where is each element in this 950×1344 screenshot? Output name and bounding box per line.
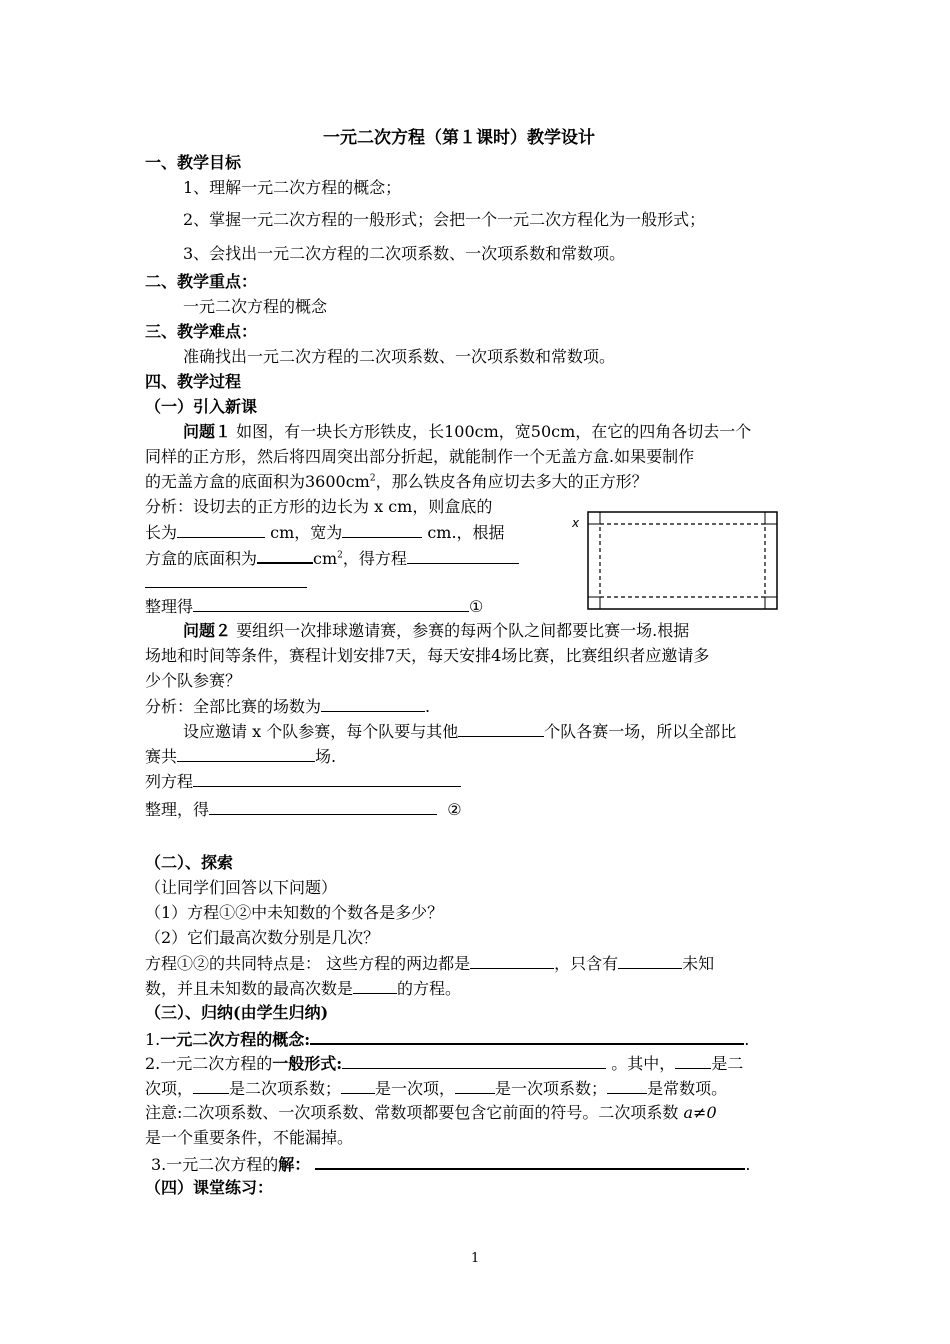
a1-text2b: cm，宽为	[265, 523, 343, 542]
fig-x-label: x	[572, 516, 580, 530]
sheet-outline	[588, 512, 777, 609]
part3-text3d: 是一次项系数；	[495, 1079, 608, 1098]
part2-text4a: 方程①②的共同特点是： 这些方程的两边都是	[145, 954, 471, 973]
sec1-heading: 一、教学目标	[145, 153, 242, 172]
concept-label: 一元二次方程的概念:	[160, 1030, 311, 1049]
part2-line5	[145, 978, 461, 999]
part3-text1a: 1.	[145, 1030, 161, 1049]
page-number: 1	[471, 1251, 480, 1266]
q1-label: 问题１	[183, 422, 232, 441]
part3-line5: 是一个重要条件，不能漏掉。	[145, 1128, 354, 1147]
blank-area[interactable]	[257, 547, 313, 564]
sec1-item2: 2、掌握一元二次方程的一般形式；会把一个一元二次方程化为一般形式；	[183, 210, 706, 229]
a2-line3	[145, 746, 336, 767]
q1-line2: 同样的正方形，然后将四周突出部分折起，就能制作一个无盖方盒.如果要制作	[145, 447, 695, 466]
blank-general-form[interactable]	[342, 1053, 606, 1069]
a2-line5	[145, 799, 462, 820]
sec4-heading: 四、教学过程	[145, 372, 242, 391]
sec1-item1: 1、理解一元二次方程的概念；	[183, 178, 402, 197]
q1-text3a: 的无盖方盒的底面积为3600cm	[145, 472, 370, 491]
part3-text2d: 是二	[711, 1054, 744, 1073]
part2-heading: （二）、探索	[145, 853, 234, 872]
q1-sup: 2	[369, 473, 376, 484]
a2-text1: 分析：全部比赛的场数为	[145, 697, 322, 716]
eq2-marker: ②	[447, 800, 462, 819]
part2-text5b: 的方程。	[397, 979, 462, 998]
a2-text3b: 场.	[315, 747, 337, 766]
sec2-content: 一元二次方程的概念	[183, 297, 328, 316]
a1-line5	[145, 596, 483, 617]
a1-line1: 分析：设切去的正方形的边长为 x cm，则盒底的	[145, 497, 493, 516]
q2-line1	[183, 621, 689, 641]
blank-simplified2[interactable]	[209, 799, 437, 815]
part2-text4c: 未知	[682, 954, 715, 973]
sec1-item3: 3、会找出一元二次方程的二次项系数、一次项系数和常数项。	[183, 244, 626, 263]
part3-line3	[145, 1078, 727, 1099]
q2-line2: 场地和时间等条件，赛程计划安排7天，每天安排4场比赛，比赛组织者应邀请多	[145, 646, 710, 665]
part3-text3a: 次项，	[145, 1079, 194, 1098]
q1-text3b: ，那么铁皮各角应切去多大的正方形？	[375, 472, 648, 491]
a2-text2b: 个队各赛一场，所以全部比	[544, 722, 737, 741]
part3-line2	[145, 1053, 743, 1074]
q2-label: 问题２	[183, 621, 232, 640]
general-form-label: 一般形式:	[272, 1054, 343, 1073]
a2-text5: 整理，得	[145, 800, 210, 819]
a2-text1-end: .	[425, 697, 431, 716]
part2-line3: （2）它们最高次数分别是几次？	[145, 928, 380, 947]
a2-line1	[145, 696, 430, 717]
part1-heading: （一）引入新课	[145, 397, 258, 416]
part3-text6c: ：	[294, 1155, 311, 1174]
part3-heading: （三）、归纳(由学生归纳)	[145, 1003, 329, 1022]
a1-text2a: 长为	[145, 523, 178, 542]
part2-text4b: ，只含有	[554, 954, 619, 973]
blank-equation2[interactable]	[193, 771, 461, 787]
part2-line2: （1）方程①②中未知数的个数各是多少？	[145, 903, 444, 922]
a2-text3a: 赛共	[145, 747, 178, 766]
q2-text1: 要组织一次排球邀请赛，参赛的每两个队之间都要比赛一场.根据	[236, 621, 690, 640]
a2-text4: 列方程	[145, 772, 194, 791]
blank-both-sides[interactable]	[470, 953, 554, 969]
sheet-figure	[570, 505, 782, 615]
blank-width[interactable]	[342, 522, 422, 538]
eq1-marker: ①	[469, 597, 484, 616]
blank-unknown-count[interactable]	[618, 953, 682, 969]
part3-text6a: 3.一元二次方程的	[151, 1155, 279, 1174]
part3-text1-end: .	[744, 1030, 750, 1049]
doc-title: 一元二次方程（第１课时）教学设计	[323, 128, 595, 148]
part2-line1: （让同学们回答以下问题）	[145, 878, 338, 897]
blank-games-count[interactable]	[177, 746, 315, 762]
part4-heading: （四）课堂练习：	[145, 1178, 274, 1197]
blank-simplified1[interactable]	[193, 596, 469, 612]
q1-text1: 如图，有一块长方形铁皮，长100cm，宽50cm，在它的四角各切去一个	[236, 422, 752, 441]
blank-length[interactable]	[177, 522, 265, 538]
sec2-heading: 二、教学重点：	[145, 272, 258, 291]
blank-concept[interactable]	[310, 1028, 744, 1045]
a2-line4	[145, 771, 461, 792]
sec3-heading: 三、教学难点：	[145, 322, 258, 341]
sec3-content: 准确找出一元二次方程的二次项系数、一次项系数和常数项。	[183, 347, 616, 366]
a1-line4	[145, 572, 307, 593]
a1-line3	[145, 547, 519, 569]
part3-text6-end: .	[745, 1155, 751, 1174]
a2-text2a: 设应邀请 x 个队参赛，每个队要与其他	[183, 722, 459, 741]
part3-text3e: 是常数项。	[647, 1079, 728, 1098]
blank-linear-term[interactable]	[341, 1078, 375, 1094]
a2-line2	[183, 721, 736, 742]
blank-constant[interactable]	[607, 1078, 647, 1094]
blank-other-teams[interactable]	[458, 721, 544, 737]
part3-line1	[145, 1028, 749, 1050]
part3-line6	[151, 1153, 751, 1175]
blank-quadratic-coef[interactable]	[193, 1078, 229, 1094]
a1-text2c: cm.，根据	[422, 523, 505, 542]
blank-equation1[interactable]	[407, 548, 519, 564]
q2-line3: 少个队参赛？	[145, 671, 242, 690]
blank-highest-degree[interactable]	[353, 978, 397, 994]
fold-lines	[600, 524, 765, 597]
part2-line4	[145, 953, 714, 974]
part3-text3c: 是一次项，	[375, 1079, 456, 1098]
a-not-zero: a≠0	[683, 1103, 717, 1122]
part3-line4	[145, 1103, 717, 1123]
part2-text5a: 数，并且未知数的最高次数是	[145, 979, 354, 998]
part3-text4: 注意:二次项系数、一次项系数、常数项都要包含它前面的符号。二次项系数	[145, 1103, 679, 1122]
q1-line1	[183, 422, 751, 442]
a1-text3c: ，得方程	[342, 549, 407, 568]
q1-line3	[145, 472, 648, 492]
blank-total-games[interactable]	[321, 696, 425, 712]
part3-text2a: 2.一元二次方程的	[145, 1054, 273, 1073]
a1-text5: 整理得	[145, 597, 194, 616]
solution-label: 解	[278, 1155, 295, 1174]
part3-text3b: 是二次项系数；	[229, 1079, 342, 1098]
blank-quadratic-term[interactable]	[675, 1053, 711, 1069]
a1-line2	[145, 522, 505, 543]
a1-text3a: 方盒的底面积为	[145, 549, 258, 568]
blank-equation1-cont[interactable]	[145, 572, 307, 588]
part3-text2c: 。其中，	[611, 1054, 676, 1073]
a1-text3b: cm	[313, 549, 338, 568]
blank-linear-coef[interactable]	[455, 1078, 495, 1094]
a1-sup: 2	[337, 550, 343, 561]
blank-solution[interactable]	[315, 1153, 745, 1170]
